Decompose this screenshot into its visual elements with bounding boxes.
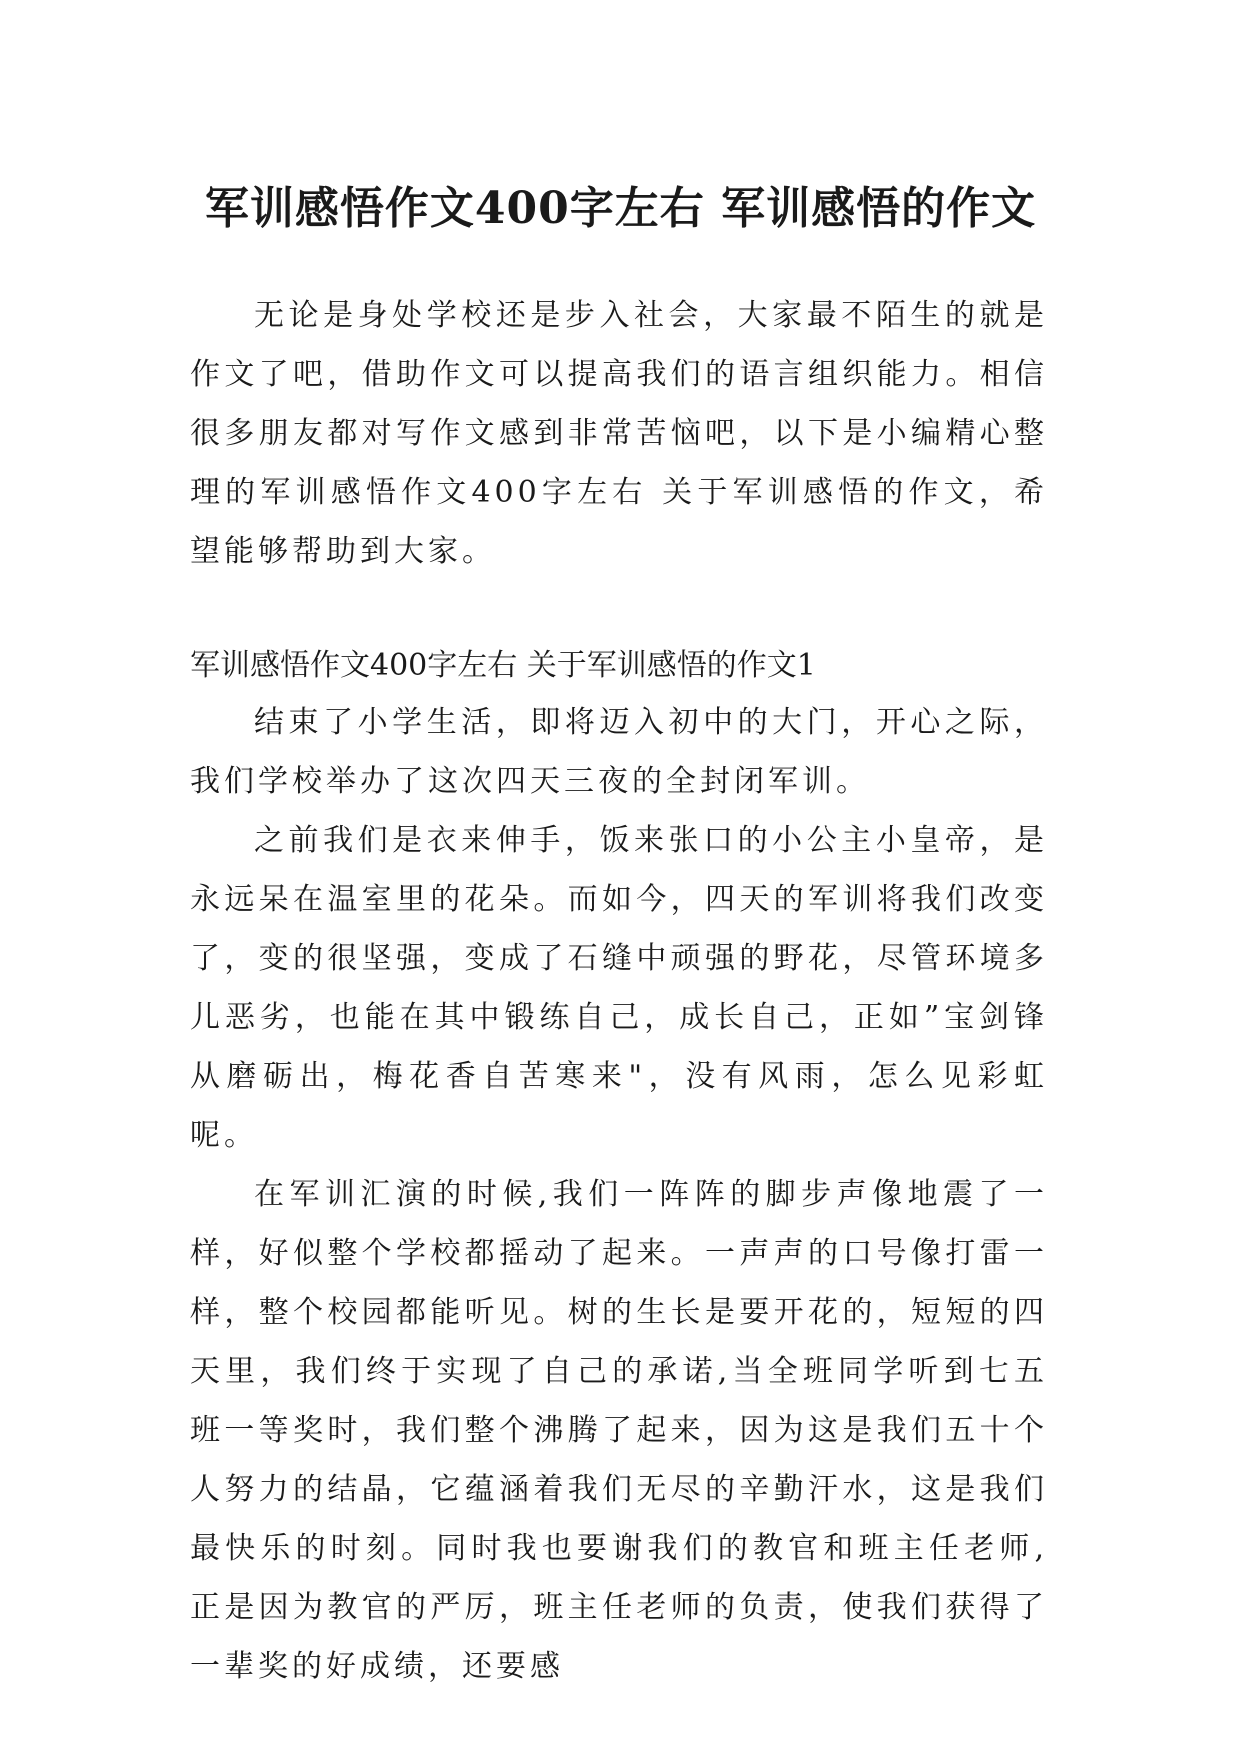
essay-paragraph: 之前我们是衣来伸手，饭来张口的小公主小皇帝，是永远呆在温室里的花朵。而如今，四天的军训将我们改变了，变的很坚强，变成了石缝中顽强的野花，尽管环境多儿恶劣，也能在其中锻练自己，成长自己，正如”宝剑锋从磨砺出，梅花香自苦寒来"，没有风雨，怎么见彩虹呢。: [190, 823, 1048, 1153]
essay-body: [190, 693, 1048, 1696]
document-title: 军训感悟作文400字左右 军训感悟的作文: [204, 183, 1037, 235]
section-heading: 军训感悟作文400字左右 关于军训感悟的作文1: [190, 648, 816, 683]
intro-paragraph: 无论是身处学校还是步入社会，大家最不陌生的就是作文了吧，借助作文可以提高我们的语言组织能力。相信很多朋友都对写作文感到非常苦恼吧，以下是小编精心整理的军训感悟作文400字左右 关于军训感悟的作文，希望能够帮助到大家。: [190, 298, 1048, 569]
essay-paragraph: 结束了小学生活，即将迈入初中的大门，开心之际，我们学校举办了这次四天三夜的全封闭军训。: [190, 705, 1048, 799]
essay-paragraph: 在军训汇演的时候,我们一阵阵的脚步声像地震了一样，好似整个学校都摇动了起来。一声声的口号像打雷一样，整个校园都能听见。树的生长是要开花的，短短的四天里，我们终于实现了自己的承诺,当全班同学听到七五班一等奖时，我们整个沸腾了起来，因为这是我们五十个人努力的结晶，它蕴涵着我们无尽的辛勤汗水，这是我们最快乐的时刻。同时我也要谢我们的教官和班主任老师,正是因为教官的严厉，班主任老师的负责，使我们获得了一辈奖的好成绩，还要感: [190, 1177, 1048, 1684]
